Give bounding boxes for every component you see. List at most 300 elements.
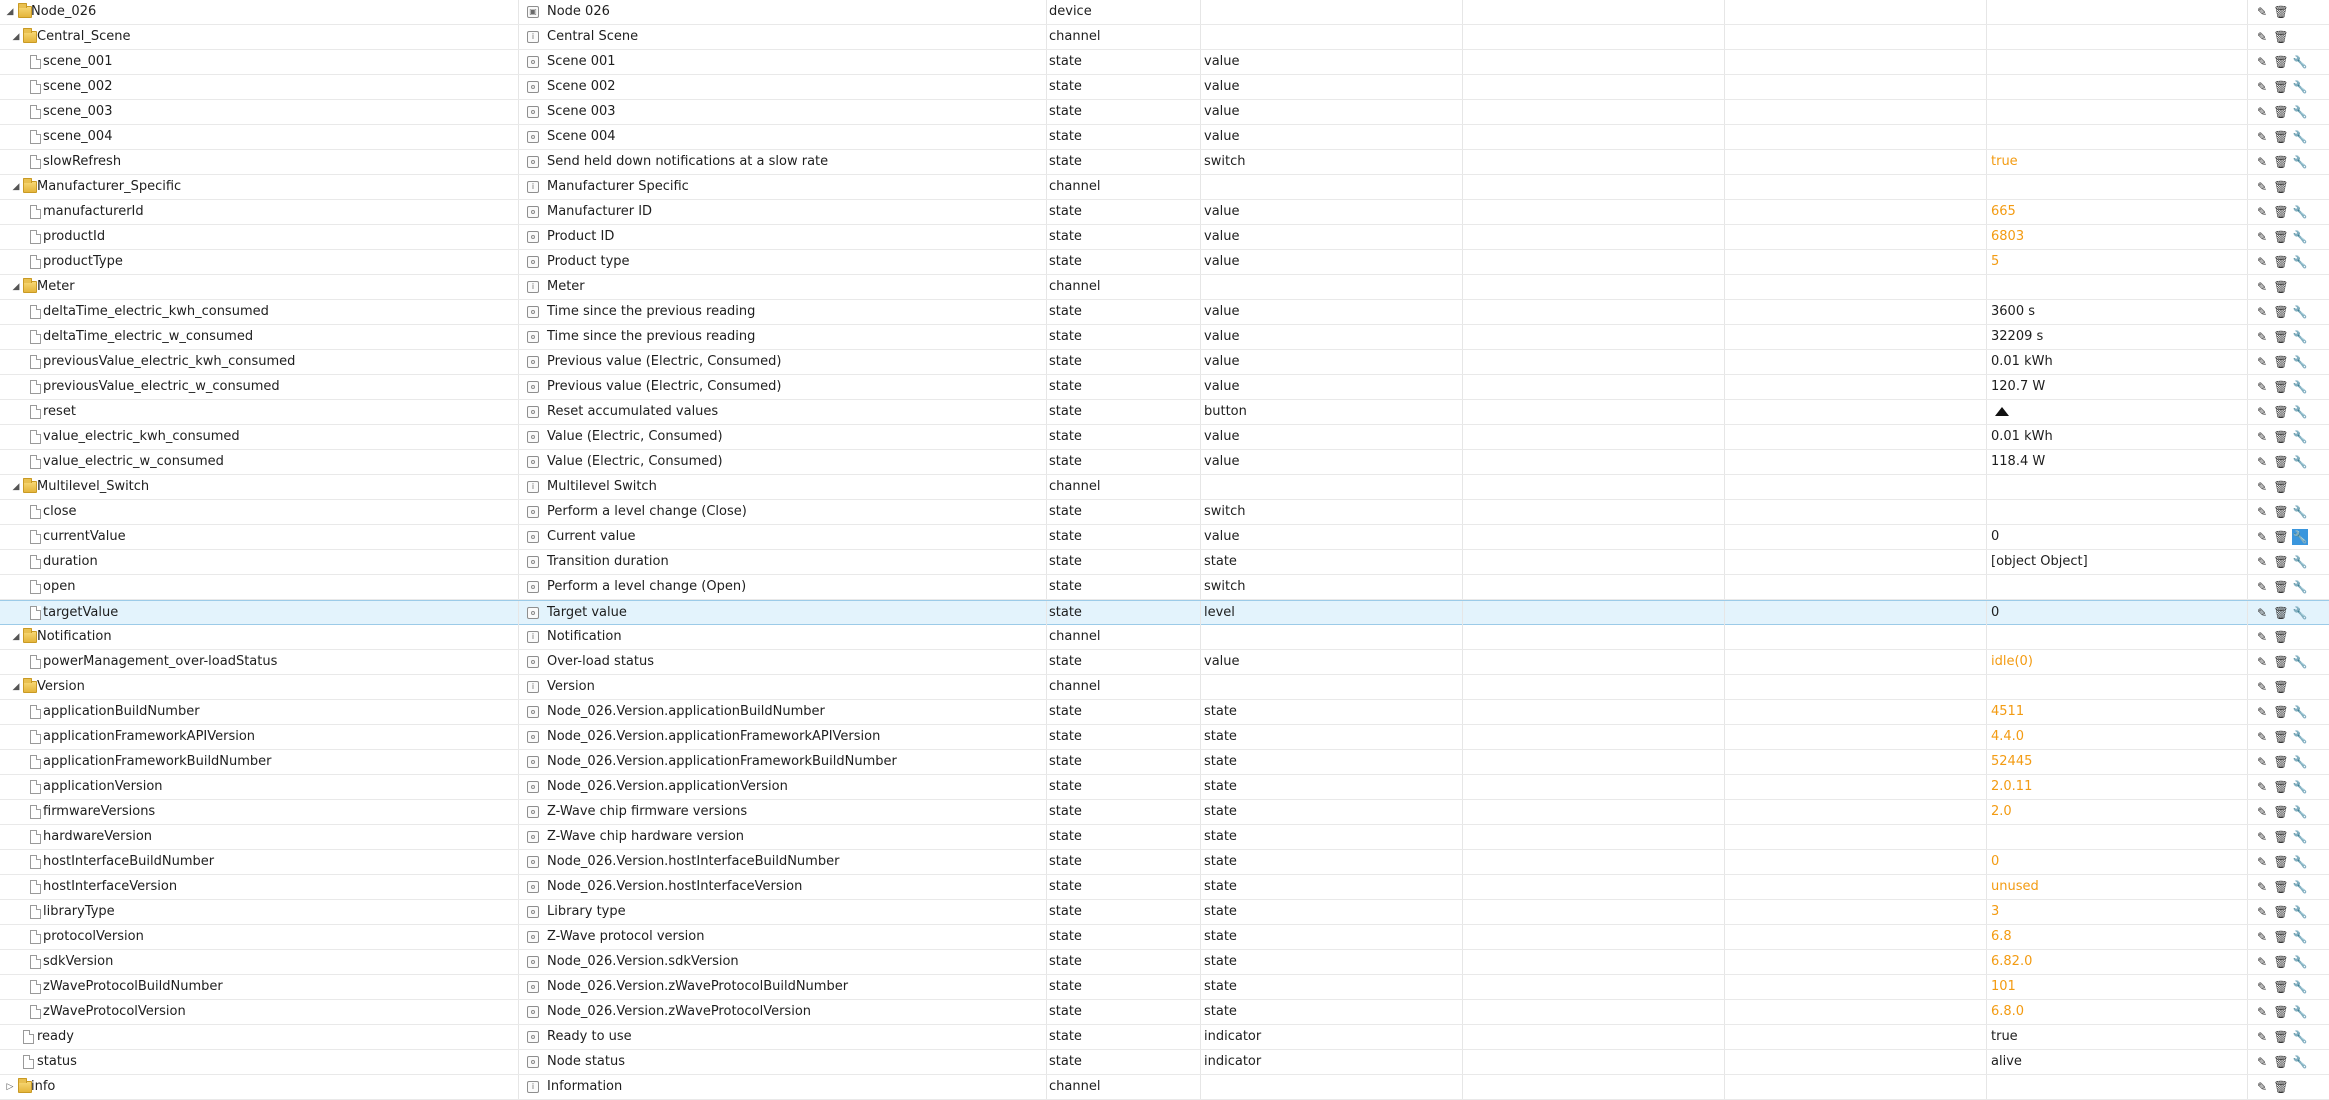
- delete-icon[interactable]: 🗑: [2273, 380, 2289, 394]
- tree-row-state[interactable]: [0, 700, 2329, 725]
- edit-icon[interactable]: ✎: [2256, 680, 2268, 694]
- tree-row-state[interactable]: [0, 400, 2329, 425]
- empty-column-cell: [1724, 100, 1985, 124]
- actions-cell: [2247, 325, 2329, 349]
- object-value[interactable]: [1986, 475, 2246, 499]
- object-value[interactable]: [1986, 0, 2246, 24]
- tree-row-state[interactable]: [0, 375, 2329, 400]
- tree-row-state[interactable]: [0, 525, 2329, 550]
- tree-row-state[interactable]: [0, 850, 2329, 875]
- object-name: Node_026.Version.sdkVersion: [547, 954, 739, 969]
- actions-cell: [2247, 575, 2329, 599]
- tree-row-state[interactable]: [0, 950, 2329, 975]
- object-value[interactable]: [1986, 400, 2246, 424]
- object-value[interactable]: [1986, 525, 2246, 549]
- object-value[interactable]: [1986, 1000, 2246, 1024]
- state-type-icon: [527, 856, 539, 868]
- object-value[interactable]: [1986, 200, 2246, 224]
- object-value[interactable]: [1986, 750, 2246, 774]
- object-name: Over-load status: [547, 654, 654, 669]
- delete-icon[interactable]: 🗑: [2273, 480, 2289, 494]
- id-cell: [0, 475, 517, 499]
- edit-icon[interactable]: ✎: [2256, 355, 2268, 369]
- settings-wrench-icon[interactable]: 🔧: [2292, 80, 2308, 94]
- object-value[interactable]: [1986, 675, 2246, 699]
- object-name: Target value: [547, 605, 627, 620]
- tree-row-state[interactable]: [0, 550, 2329, 575]
- file-icon: [30, 455, 41, 469]
- object-value[interactable]: [1986, 250, 2246, 274]
- tree-row-folder[interactable]: [0, 0, 2329, 25]
- object-value[interactable]: [1986, 925, 2246, 949]
- collapse-toggle-icon[interactable]: ▷: [6, 1082, 14, 1092]
- settings-wrench-icon[interactable]: 🔧: [2292, 580, 2308, 594]
- object-id: hardwareVersion: [43, 829, 153, 844]
- id-cell: [0, 925, 517, 949]
- delete-icon[interactable]: 🗑: [2273, 1080, 2289, 1094]
- tree-row-state[interactable]: [0, 1050, 2329, 1075]
- tree-row-state[interactable]: [0, 725, 2329, 750]
- object-value[interactable]: [1986, 350, 2246, 374]
- tree-row-state[interactable]: [0, 600, 2329, 625]
- delete-icon[interactable]: 🗑: [2273, 180, 2289, 194]
- tree-row-state[interactable]: [0, 100, 2329, 125]
- delete-icon[interactable]: 🗑: [2273, 755, 2289, 769]
- actions-cell: [2247, 275, 2329, 299]
- object-type: state: [1046, 100, 1199, 124]
- object-value[interactable]: [1986, 725, 2246, 749]
- object-role: value: [1200, 75, 1461, 99]
- tree-row-state[interactable]: [0, 575, 2329, 600]
- edit-icon[interactable]: ✎: [2256, 55, 2268, 69]
- settings-wrench-icon[interactable]: 🔧: [2292, 155, 2308, 169]
- state-type-icon: [527, 806, 539, 818]
- actions-cell: [2247, 225, 2329, 249]
- object-value[interactable]: [1986, 150, 2246, 174]
- settings-wrench-icon[interactable]: 🔧: [2292, 355, 2308, 369]
- settings-wrench-icon[interactable]: 🔧: [2292, 230, 2308, 244]
- object-value[interactable]: [1986, 25, 2246, 49]
- actions-cell: [2247, 1050, 2329, 1074]
- expand-toggle-icon[interactable]: ◢: [12, 632, 20, 642]
- tree-row-state[interactable]: [0, 325, 2329, 350]
- name-cell: [518, 575, 1045, 599]
- settings-wrench-icon[interactable]: 🔧: [2292, 255, 2308, 269]
- tree-row-state[interactable]: [0, 300, 2329, 325]
- delete-icon[interactable]: 🗑: [2273, 355, 2289, 369]
- edit-icon[interactable]: ✎: [2256, 606, 2268, 620]
- settings-wrench-icon[interactable]: 🔧: [2292, 330, 2308, 344]
- edit-icon[interactable]: ✎: [2256, 580, 2268, 594]
- tree-row-state[interactable]: [0, 800, 2329, 825]
- object-name: Scene 002: [547, 79, 616, 94]
- edit-icon[interactable]: ✎: [2256, 1030, 2268, 1044]
- object-value[interactable]: [1986, 500, 2246, 524]
- delete-icon[interactable]: 🗑: [2273, 880, 2289, 894]
- object-id: deltaTime_electric_w_consumed: [43, 329, 254, 344]
- object-value[interactable]: [1986, 425, 2246, 449]
- tree-row-folder[interactable]: [0, 475, 2329, 500]
- object-value[interactable]: [1986, 1050, 2246, 1074]
- delete-icon[interactable]: 🗑: [2273, 606, 2289, 620]
- empty-column-cell: [1462, 150, 1723, 174]
- edit-icon[interactable]: ✎: [2256, 905, 2268, 919]
- object-value[interactable]: [1986, 625, 2246, 649]
- edit-icon[interactable]: ✎: [2256, 1080, 2268, 1094]
- tree-row-state[interactable]: [0, 750, 2329, 775]
- edit-icon[interactable]: ✎: [2256, 205, 2268, 219]
- tree-row-state[interactable]: [0, 150, 2329, 175]
- object-value[interactable]: [1986, 975, 2246, 999]
- object-role: value: [1200, 325, 1461, 349]
- edit-icon[interactable]: ✎: [2256, 330, 2268, 344]
- delete-icon[interactable]: 🗑: [2273, 905, 2289, 919]
- settings-wrench-icon[interactable]: 🔧: [2292, 555, 2308, 569]
- delete-icon[interactable]: 🗑: [2273, 805, 2289, 819]
- tree-row-state[interactable]: [0, 75, 2329, 100]
- object-role: value: [1200, 225, 1461, 249]
- delete-icon[interactable]: 🗑: [2273, 1030, 2289, 1044]
- expand-toggle-icon[interactable]: ◢: [12, 682, 20, 692]
- object-role: [1200, 175, 1461, 199]
- edit-icon[interactable]: ✎: [2256, 80, 2268, 94]
- tree-row-state[interactable]: [0, 500, 2329, 525]
- settings-wrench-icon[interactable]: 🔧: [2292, 105, 2308, 119]
- edit-icon[interactable]: ✎: [2256, 880, 2268, 894]
- edit-icon[interactable]: ✎: [2256, 930, 2268, 944]
- settings-wrench-icon[interactable]: 🔧: [2292, 830, 2308, 844]
- state-type-icon: [527, 581, 539, 593]
- object-name: Value (Electric, Consumed): [547, 429, 723, 444]
- object-value[interactable]: [1986, 800, 2246, 824]
- object-role: value: [1200, 450, 1461, 474]
- tree-row-state[interactable]: [0, 450, 2329, 475]
- object-name: Node status: [547, 1054, 626, 1069]
- object-type: state: [1046, 650, 1199, 674]
- edit-icon[interactable]: ✎: [2256, 130, 2268, 144]
- file-icon: [30, 955, 41, 969]
- settings-wrench-icon[interactable]: 🔧: [2292, 755, 2308, 769]
- object-type: state: [1046, 775, 1199, 799]
- delete-icon[interactable]: 🗑: [2273, 30, 2289, 44]
- empty-column-cell: [1462, 425, 1723, 449]
- tree-row-state[interactable]: [0, 650, 2329, 675]
- tree-row-state[interactable]: [0, 425, 2329, 450]
- object-type: channel: [1046, 175, 1199, 199]
- object-value[interactable]: [1986, 550, 2246, 574]
- edit-icon[interactable]: ✎: [2256, 230, 2268, 244]
- id-cell: [0, 1000, 517, 1024]
- edit-icon[interactable]: ✎: [2256, 480, 2268, 494]
- object-value[interactable]: [1986, 775, 2246, 799]
- tree-row-folder[interactable]: [0, 1075, 2329, 1100]
- settings-wrench-icon[interactable]: 🔧: [2292, 955, 2308, 969]
- edit-icon[interactable]: ✎: [2256, 630, 2268, 644]
- actions-cell: [2247, 125, 2329, 149]
- edit-icon[interactable]: ✎: [2256, 105, 2268, 119]
- object-value[interactable]: [1986, 375, 2246, 399]
- tree-row-state[interactable]: [0, 925, 2329, 950]
- tree-row-state[interactable]: [0, 775, 2329, 800]
- edit-icon[interactable]: ✎: [2256, 180, 2268, 194]
- expand-toggle-icon[interactable]: ◢: [12, 482, 20, 492]
- object-value[interactable]: [1986, 875, 2246, 899]
- settings-wrench-icon[interactable]: 🔧: [2292, 380, 2308, 394]
- empty-column-cell: [1462, 800, 1723, 824]
- settings-wrench-icon[interactable]: 🔧: [2292, 505, 2308, 519]
- state-type-icon: [527, 831, 539, 843]
- object-value[interactable]: [1986, 601, 2246, 625]
- expand-toggle-icon[interactable]: ◢: [12, 282, 20, 292]
- edit-icon[interactable]: ✎: [2256, 505, 2268, 519]
- object-value[interactable]: [1986, 825, 2246, 849]
- folder-icon: [23, 631, 37, 643]
- delete-icon[interactable]: 🗑: [2273, 705, 2289, 719]
- tree-row-state[interactable]: [0, 825, 2329, 850]
- edit-icon[interactable]: ✎: [2256, 1055, 2268, 1069]
- delete-icon[interactable]: 🗑: [2273, 255, 2289, 269]
- file-icon: [30, 55, 41, 69]
- tree-row-state[interactable]: [0, 1025, 2329, 1050]
- tree-row-state[interactable]: [0, 875, 2329, 900]
- edit-icon[interactable]: ✎: [2256, 30, 2268, 44]
- tree-row-folder[interactable]: [0, 275, 2329, 300]
- settings-wrench-icon[interactable]: 🔧: [2292, 455, 2308, 469]
- state-type-icon: [527, 356, 539, 368]
- settings-wrench-icon[interactable]: 🔧: [2292, 205, 2308, 219]
- value-text: [object Object]: [1991, 554, 2088, 569]
- settings-wrench-icon[interactable]: 🔧: [2292, 880, 2308, 894]
- delete-icon[interactable]: 🗑: [2273, 780, 2289, 794]
- edit-icon[interactable]: ✎: [2256, 280, 2268, 294]
- object-value[interactable]: [1986, 950, 2246, 974]
- settings-wrench-icon[interactable]: 🔧: [2292, 1030, 2308, 1044]
- settings-wrench-icon[interactable]: 🔧: [2292, 805, 2308, 819]
- edit-icon[interactable]: ✎: [2256, 855, 2268, 869]
- file-icon: [30, 780, 41, 794]
- state-type-icon: [527, 931, 539, 943]
- object-role: indicator: [1200, 1050, 1461, 1074]
- tree-row-folder[interactable]: [0, 25, 2329, 50]
- eject-button-icon[interactable]: [1995, 407, 2009, 416]
- file-icon: [30, 530, 41, 544]
- object-value[interactable]: [1986, 175, 2246, 199]
- expand-toggle-icon[interactable]: ◢: [6, 7, 14, 17]
- delete-icon[interactable]: 🗑: [2273, 930, 2289, 944]
- delete-icon[interactable]: 🗑: [2273, 305, 2289, 319]
- name-cell: [518, 250, 1045, 274]
- settings-wrench-icon[interactable]: 🔧: [2292, 905, 2308, 919]
- edit-icon[interactable]: ✎: [2256, 1005, 2268, 1019]
- edit-icon[interactable]: ✎: [2256, 705, 2268, 719]
- state-type-icon: [527, 607, 539, 619]
- file-icon: [30, 555, 41, 569]
- settings-wrench-icon[interactable]: 🔧: [2292, 405, 2308, 419]
- expand-toggle-icon[interactable]: ◢: [12, 32, 20, 42]
- tree-row-folder[interactable]: [0, 175, 2329, 200]
- settings-wrench-icon[interactable]: 🔧: [2292, 855, 2308, 869]
- object-value[interactable]: [1986, 1075, 2246, 1099]
- tree-row-state[interactable]: [0, 225, 2329, 250]
- object-value[interactable]: [1986, 650, 2246, 674]
- object-value[interactable]: [1986, 1025, 2246, 1049]
- value-text: true: [1991, 154, 2018, 169]
- delete-icon[interactable]: 🗑: [2273, 530, 2289, 544]
- settings-wrench-icon[interactable]: 🔧: [2292, 730, 2308, 744]
- tree-row-state[interactable]: [0, 250, 2329, 275]
- empty-column-cell: [1462, 75, 1723, 99]
- folder-icon: [23, 31, 37, 43]
- tree-row-state[interactable]: [0, 350, 2329, 375]
- channel-type-icon: i: [527, 281, 539, 293]
- tree-row-state[interactable]: [0, 1000, 2329, 1025]
- empty-column-cell: [1462, 175, 1723, 199]
- object-value[interactable]: [1986, 900, 2246, 924]
- delete-icon[interactable]: 🗑: [2273, 1005, 2289, 1019]
- actions-cell: [2247, 350, 2329, 374]
- expand-toggle-icon[interactable]: ◢: [12, 182, 20, 192]
- empty-column-cell: [1462, 700, 1723, 724]
- delete-icon[interactable]: 🗑: [2273, 630, 2289, 644]
- object-value[interactable]: [1986, 75, 2246, 99]
- settings-wrench-icon[interactable]: 🔧: [2292, 1055, 2308, 1069]
- object-value[interactable]: [1986, 300, 2246, 324]
- edit-icon[interactable]: ✎: [2256, 805, 2268, 819]
- delete-icon[interactable]: 🗑: [2273, 555, 2289, 569]
- settings-wrench-icon[interactable]: 🔧: [2292, 55, 2308, 69]
- edit-icon[interactable]: ✎: [2256, 755, 2268, 769]
- edit-icon[interactable]: ✎: [2256, 655, 2268, 669]
- settings-wrench-icon[interactable]: 🔧: [2292, 530, 2308, 544]
- object-value[interactable]: [1986, 225, 2246, 249]
- edit-icon[interactable]: ✎: [2256, 5, 2268, 19]
- name-cell: [518, 150, 1045, 174]
- edit-icon[interactable]: ✎: [2256, 455, 2268, 469]
- actions-cell: [2247, 875, 2329, 899]
- object-name: Node_026.Version.zWaveProtocolBuildNumber: [547, 979, 849, 994]
- edit-icon[interactable]: ✎: [2256, 555, 2268, 569]
- id-cell: [0, 650, 517, 674]
- object-value[interactable]: [1986, 850, 2246, 874]
- value-text: alive: [1991, 1054, 2022, 1069]
- object-value[interactable]: [1986, 50, 2246, 74]
- object-role: level: [1200, 601, 1461, 625]
- tree-row-state[interactable]: [0, 50, 2329, 75]
- edit-icon[interactable]: ✎: [2256, 530, 2268, 544]
- tree-row-folder[interactable]: [0, 675, 2329, 700]
- delete-icon[interactable]: 🗑: [2273, 655, 2289, 669]
- settings-wrench-icon[interactable]: 🔧: [2292, 780, 2308, 794]
- object-name: Transition duration: [547, 554, 669, 569]
- edit-icon[interactable]: ✎: [2256, 830, 2268, 844]
- delete-icon[interactable]: 🗑: [2273, 280, 2289, 294]
- settings-wrench-icon[interactable]: 🔧: [2292, 430, 2308, 444]
- delete-icon[interactable]: 🗑: [2273, 955, 2289, 969]
- object-value[interactable]: [1986, 100, 2246, 124]
- object-name: Ready to use: [547, 1029, 632, 1044]
- delete-icon[interactable]: 🗑: [2273, 455, 2289, 469]
- file-icon: [30, 580, 41, 594]
- tree-row-state[interactable]: [0, 200, 2329, 225]
- object-id: duration: [43, 554, 98, 569]
- settings-wrench-icon[interactable]: 🔧: [2292, 606, 2308, 620]
- delete-icon[interactable]: 🗑: [2273, 980, 2289, 994]
- delete-icon[interactable]: 🗑: [2273, 105, 2289, 119]
- edit-icon[interactable]: ✎: [2256, 730, 2268, 744]
- id-cell: [0, 625, 517, 649]
- edit-icon[interactable]: ✎: [2256, 305, 2268, 319]
- delete-icon[interactable]: 🗑: [2273, 80, 2289, 94]
- state-type-icon: [527, 1056, 539, 1068]
- object-id: zWaveProtocolBuildNumber: [43, 979, 223, 994]
- tree-row-folder[interactable]: [0, 625, 2329, 650]
- object-id: Version: [37, 679, 85, 694]
- edit-icon[interactable]: ✎: [2256, 405, 2268, 419]
- delete-icon[interactable]: 🗑: [2273, 130, 2289, 144]
- channel-type-icon: i: [527, 31, 539, 43]
- edit-icon[interactable]: ✎: [2256, 980, 2268, 994]
- empty-column-cell: [1462, 375, 1723, 399]
- delete-icon[interactable]: 🗑: [2273, 730, 2289, 744]
- delete-icon[interactable]: 🗑: [2273, 680, 2289, 694]
- edit-icon[interactable]: ✎: [2256, 430, 2268, 444]
- object-type: channel: [1046, 25, 1199, 49]
- tree-row-state[interactable]: [0, 900, 2329, 925]
- object-value[interactable]: [1986, 275, 2246, 299]
- edit-icon[interactable]: ✎: [2256, 955, 2268, 969]
- delete-icon[interactable]: 🗑: [2273, 205, 2289, 219]
- delete-icon[interactable]: 🗑: [2273, 855, 2289, 869]
- edit-icon[interactable]: ✎: [2256, 155, 2268, 169]
- delete-icon[interactable]: 🗑: [2273, 155, 2289, 169]
- settings-wrench-icon[interactable]: 🔧: [2292, 930, 2308, 944]
- edit-icon[interactable]: ✎: [2256, 255, 2268, 269]
- delete-icon[interactable]: 🗑: [2273, 405, 2289, 419]
- object-name: Previous value (Electric, Consumed): [547, 379, 782, 394]
- object-value[interactable]: [1986, 450, 2246, 474]
- tree-row-state[interactable]: [0, 125, 2329, 150]
- object-value[interactable]: [1986, 700, 2246, 724]
- delete-icon[interactable]: 🗑: [2273, 230, 2289, 244]
- object-value[interactable]: [1986, 125, 2246, 149]
- empty-column-cell: [1724, 150, 1985, 174]
- tree-row-state[interactable]: [0, 975, 2329, 1000]
- delete-icon[interactable]: 🗑: [2273, 580, 2289, 594]
- object-value[interactable]: [1986, 325, 2246, 349]
- settings-wrench-icon[interactable]: 🔧: [2292, 305, 2308, 319]
- value-text: unused: [1991, 879, 2039, 894]
- delete-icon[interactable]: 🗑: [2273, 430, 2289, 444]
- settings-wrench-icon[interactable]: 🔧: [2292, 980, 2308, 994]
- empty-column-cell: [1462, 950, 1723, 974]
- settings-wrench-icon[interactable]: 🔧: [2292, 1005, 2308, 1019]
- object-value[interactable]: [1986, 575, 2246, 599]
- edit-icon[interactable]: ✎: [2256, 780, 2268, 794]
- settings-wrench-icon[interactable]: 🔧: [2292, 130, 2308, 144]
- delete-icon[interactable]: 🗑: [2273, 330, 2289, 344]
- empty-column-cell: [1462, 250, 1723, 274]
- delete-icon[interactable]: 🗑: [2273, 505, 2289, 519]
- delete-icon[interactable]: 🗑: [2273, 830, 2289, 844]
- settings-wrench-icon[interactable]: 🔧: [2292, 705, 2308, 719]
- object-type: state: [1046, 925, 1199, 949]
- delete-icon[interactable]: 🗑: [2273, 1055, 2289, 1069]
- settings-wrench-icon[interactable]: 🔧: [2292, 655, 2308, 669]
- edit-icon[interactable]: ✎: [2256, 380, 2268, 394]
- delete-icon[interactable]: 🗑: [2273, 5, 2289, 19]
- delete-icon[interactable]: 🗑: [2273, 55, 2289, 69]
- folder-icon: [23, 681, 37, 693]
